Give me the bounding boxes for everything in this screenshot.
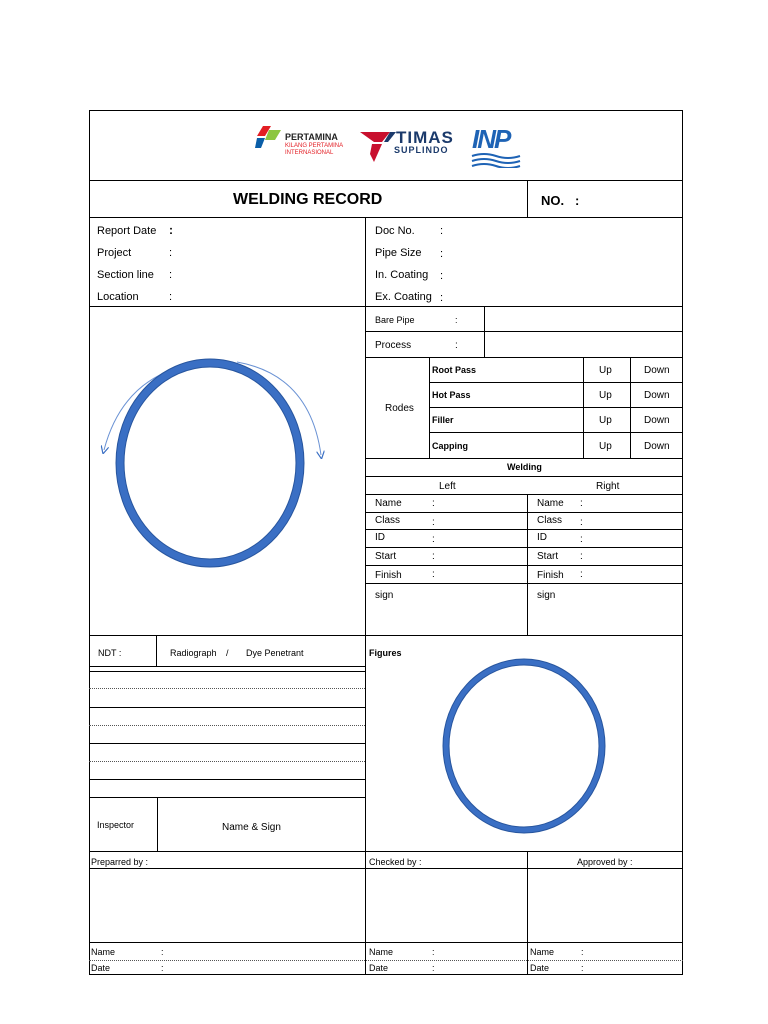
welder-right-name-colon: : xyxy=(580,498,583,509)
checked-date-colon: : xyxy=(432,963,435,973)
in-coating-label: In. Coating xyxy=(375,269,429,281)
divider xyxy=(89,960,683,961)
divider xyxy=(429,382,683,383)
divider xyxy=(89,671,365,672)
figures-pipe-diagram xyxy=(434,652,614,842)
welder-left-start-label: Start xyxy=(375,551,397,562)
pipe-size-label: Pipe Size xyxy=(375,247,422,259)
divider xyxy=(89,942,683,943)
divider xyxy=(89,180,683,181)
welder-left-class-label: Class xyxy=(375,515,401,526)
welder-right-finish-label: Finish xyxy=(537,570,564,581)
ndt-slash: / xyxy=(226,648,229,658)
divider xyxy=(89,743,365,744)
filler-down: Down xyxy=(644,415,670,426)
divider xyxy=(365,217,366,851)
project-label: Project xyxy=(97,247,132,259)
checked-name-colon: : xyxy=(432,947,435,957)
welder-right-finish-colon: : xyxy=(580,569,583,580)
pipe-size-colon: : xyxy=(440,248,444,260)
welder-right-class-label: Class xyxy=(537,515,563,526)
timas-name: TIMAS xyxy=(396,128,454,147)
divider xyxy=(89,306,683,307)
timas-logo xyxy=(360,126,460,166)
timas-sub: SUPLINDO xyxy=(394,145,449,155)
capping-label: Capping xyxy=(432,441,468,451)
figures-label: Figures xyxy=(369,648,402,658)
pertamina-sub1: KILANG PERTAMINA xyxy=(285,143,344,149)
pertamina-logo xyxy=(255,124,350,164)
ndt-line xyxy=(89,761,365,762)
hot-pass-label: Hot Pass xyxy=(432,390,471,400)
prepared-date-label: Date xyxy=(91,963,111,973)
report-date-colon: : xyxy=(169,223,173,237)
welder-left-class-colon: : xyxy=(432,517,435,528)
approved-name-colon: : xyxy=(581,947,584,957)
hot-pass-up: Up xyxy=(599,390,612,401)
ndt-label: NDT : xyxy=(98,648,122,658)
divider xyxy=(527,180,528,217)
welder-left-name-label: Name xyxy=(375,498,402,509)
divider xyxy=(89,666,365,667)
section-line-colon: : xyxy=(169,269,173,281)
record-number-label: NO. : xyxy=(541,193,580,208)
welding-right-label: Right xyxy=(596,481,620,492)
divider xyxy=(365,494,683,495)
welder-right-id-colon: : xyxy=(580,534,583,545)
approved-by-label: Approved by : xyxy=(577,857,633,867)
welder-left-name-colon: : xyxy=(432,498,435,509)
timas-mark-icon xyxy=(360,126,396,164)
divider xyxy=(89,217,683,218)
page-title: WELDING RECORD xyxy=(233,191,383,208)
in-coating-colon: : xyxy=(440,270,444,282)
divider xyxy=(365,529,683,530)
approved-date-label: Date xyxy=(530,963,550,973)
welder-right-class-colon: : xyxy=(580,517,583,528)
divider xyxy=(89,707,365,708)
pertamina-mark-icon xyxy=(255,124,287,152)
welder-right-sign-label: sign xyxy=(537,590,556,601)
prepared-name-label: Name xyxy=(91,947,116,957)
divider xyxy=(365,458,683,459)
wave-icon xyxy=(470,152,522,168)
approved-date-colon: : xyxy=(581,963,584,973)
pipe-diagram xyxy=(95,340,355,580)
process-label: Process xyxy=(375,340,412,351)
divider xyxy=(89,797,365,798)
welding-title: Welding xyxy=(507,462,542,472)
divider xyxy=(365,851,366,975)
inspector-name-sign: Name & Sign xyxy=(222,822,281,833)
capping-down: Down xyxy=(644,441,670,452)
divider xyxy=(365,357,683,358)
checked-name-label: Name xyxy=(369,947,394,957)
ndt-method-radiograph: Radiograph xyxy=(170,648,217,658)
section-line-label: Section line xyxy=(97,269,154,281)
divider xyxy=(365,547,683,548)
checked-by-label: Checked by : xyxy=(369,857,422,867)
welder-right-name-label: Name xyxy=(537,498,564,509)
divider xyxy=(89,851,683,852)
welder-right-id-label: ID xyxy=(537,532,547,543)
welder-right-start-colon: : xyxy=(580,551,583,562)
ndt-line xyxy=(89,725,365,726)
welder-left-id-colon: : xyxy=(432,534,435,545)
welder-left-finish-colon: : xyxy=(432,569,435,580)
checked-date-label: Date xyxy=(369,963,389,973)
divider xyxy=(89,635,683,636)
divider xyxy=(365,331,683,332)
welder-left-sign-label: sign xyxy=(375,590,394,601)
inspector-label: Inspector xyxy=(97,820,135,830)
rodes-label: Rodes xyxy=(385,403,414,414)
ndt-line xyxy=(89,688,365,689)
pertamina-sub2: INTERNASIONAL xyxy=(285,150,334,156)
project-colon: : xyxy=(169,247,173,259)
ex-coating-label: Ex. Coating xyxy=(375,291,432,303)
process-colon: : xyxy=(455,340,458,351)
inp-logo xyxy=(470,124,525,169)
welder-left-finish-label: Finish xyxy=(375,570,402,581)
root-pass-down: Down xyxy=(644,365,670,376)
divider xyxy=(365,565,683,566)
welding-left-label: Left xyxy=(439,481,456,492)
root-pass-up: Up xyxy=(599,365,612,376)
welder-left-start-colon: : xyxy=(432,551,435,562)
ex-coating-colon: : xyxy=(440,292,444,304)
divider xyxy=(89,779,365,780)
bare-pipe-colon: : xyxy=(455,315,458,325)
root-pass-label: Root Pass xyxy=(432,365,477,375)
divider xyxy=(89,868,683,869)
inp-name: INP xyxy=(472,124,510,154)
divider xyxy=(429,407,683,408)
capping-up: Up xyxy=(599,441,612,452)
filler-label: Filler xyxy=(432,415,454,425)
divider xyxy=(484,306,485,357)
prepared-name-colon: : xyxy=(161,947,164,957)
prepared-by-label: Preparred by : xyxy=(91,857,149,867)
filler-up: Up xyxy=(599,415,612,426)
bare-pipe-label: Bare Pipe xyxy=(375,315,415,325)
hot-pass-down: Down xyxy=(644,390,670,401)
divider xyxy=(527,851,528,975)
divider xyxy=(156,635,157,666)
divider xyxy=(365,476,683,477)
doc-no-label: Doc No. xyxy=(375,225,415,237)
pertamina-name: PERTAMINA xyxy=(285,132,338,142)
divider xyxy=(365,583,683,584)
location-colon: : xyxy=(169,291,173,303)
divider xyxy=(157,797,158,851)
location-label: Location xyxy=(97,291,139,303)
divider xyxy=(429,432,683,433)
report-date-label: Report Date xyxy=(97,225,157,237)
ndt-method-dye-penetrant: Dye Penetrant xyxy=(246,648,304,658)
approved-name-label: Name xyxy=(530,947,555,957)
divider xyxy=(365,512,683,513)
prepared-date-colon: : xyxy=(161,963,164,973)
welder-right-start-label: Start xyxy=(537,551,559,562)
doc-no-colon: : xyxy=(440,225,444,237)
welder-left-id-label: ID xyxy=(375,532,385,543)
